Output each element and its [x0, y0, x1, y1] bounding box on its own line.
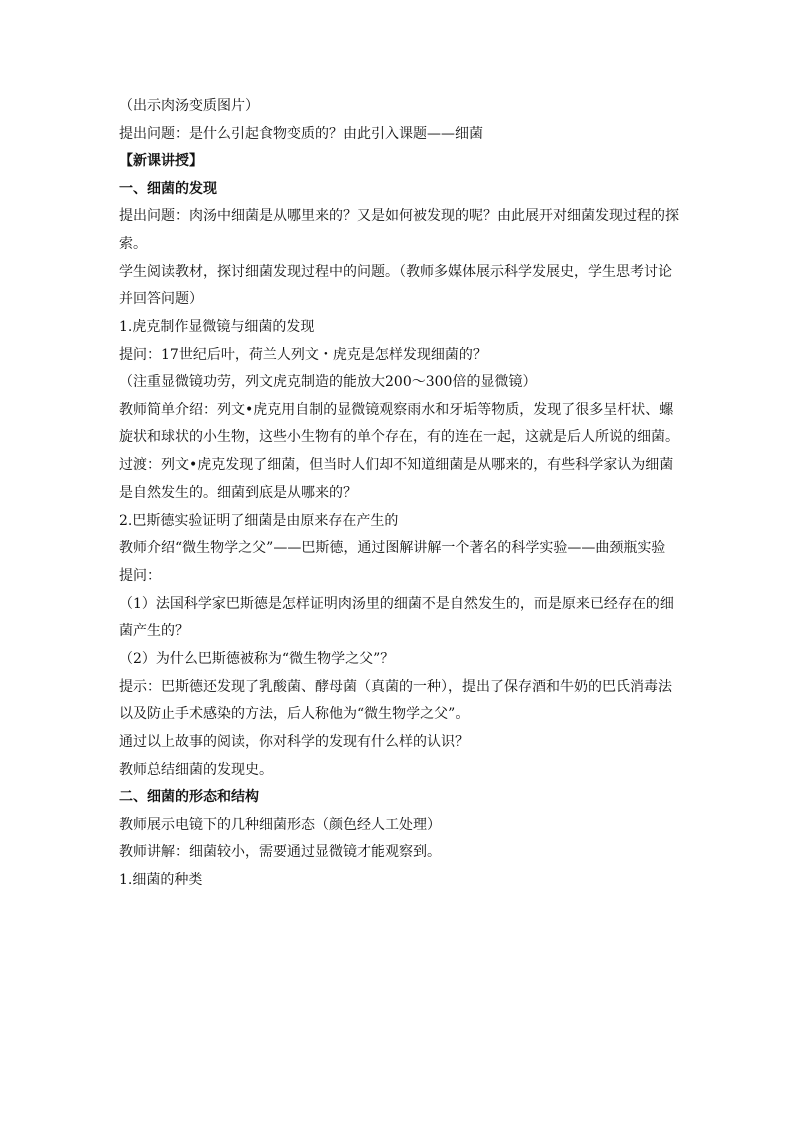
text-paragraph: 教师简单介绍：列文•虎克用自制的显微镜观察雨水和牙垢等物质，发现了很多呈杆状、螺旋状和球状的小生物，这些小生物有的单个存在，有的连在一起，这就是后人所说的细菌。 [119, 401, 679, 445]
text-line: （注重显微镜功劳，列文虎克制造的能放大200～300倍的显微镜） [119, 374, 537, 390]
subsection-heading: 1.细菌的种类 [119, 871, 203, 888]
document-page [119, 98, 685, 899]
text-line: 提问：17世纪后叶，荷兰人列文・虎克是怎样发现细菌的？ [119, 346, 487, 363]
text-line: 教师展示电镜下的几种细菌形态（颜色经人工处理） [119, 816, 441, 833]
text-paragraph: 学生阅读教材，探讨细菌发现过程中的问题。（教师多媒体展示科学发展史，学生思考讨论并回答问题） [119, 263, 672, 307]
text-paragraph: 提出问题：肉汤中细菌是从哪里来的？又是如何被发现的呢？由此展开对细菌发现过程的探索。 [119, 208, 679, 252]
subsection-heading: 2.巴斯德实验证明了细菌是由原来存在产生的 [119, 512, 399, 529]
section-heading: 一、细菌的发现 [119, 180, 217, 197]
text-line: 提问： [119, 568, 161, 584]
text-line: 通过以上故事的阅读，你对科学的发现有什么样的认识？ [119, 734, 469, 750]
text-line: （出示肉汤变质图片） [119, 98, 259, 114]
text-line: 提出问题：是什么引起食物变质的？由此引入课题——细菌 [119, 125, 483, 142]
section-heading: 二、细菌的形态和结构 [119, 789, 259, 805]
text-line: 教师总结细菌的发现史。 [119, 761, 273, 778]
subsection-heading: 1.虎克制作显微镜与细菌的发现 [119, 319, 315, 335]
text-paragraph: 教师介绍“微生物学之父”——巴斯德，通过图解讲解一个著名的科学实验——曲颈瓶实验 [119, 540, 666, 556]
text-paragraph: 提示：巴斯德还发现了乳酸菌、酵母菌（真菌的一种），提出了保存酒和牛奶的巴氏消毒法以及防止手术感染的方法，后人称他为“微生物学之父”。 [119, 678, 672, 722]
text-line: 教师讲解：细菌较小，需要通过显微镜才能观察到。 [119, 844, 441, 860]
text-line: （2）为什么巴斯德被称为“微生物学之父”？ [119, 651, 395, 667]
section-heading: 【新课讲授】 [119, 153, 203, 169]
text-paragraph: （1）法国科学家巴斯德是怎样证明肉汤里的细菌不是自然发生的，而是原来已经存在的细菌产生的？ [119, 595, 674, 639]
text-paragraph: 过渡：列文•虎克发现了细菌，但当时人们却不知道细菌是从哪来的，有些科学家认为细菌是自然发生的。细菌到底是从哪来的？ [119, 457, 674, 501]
